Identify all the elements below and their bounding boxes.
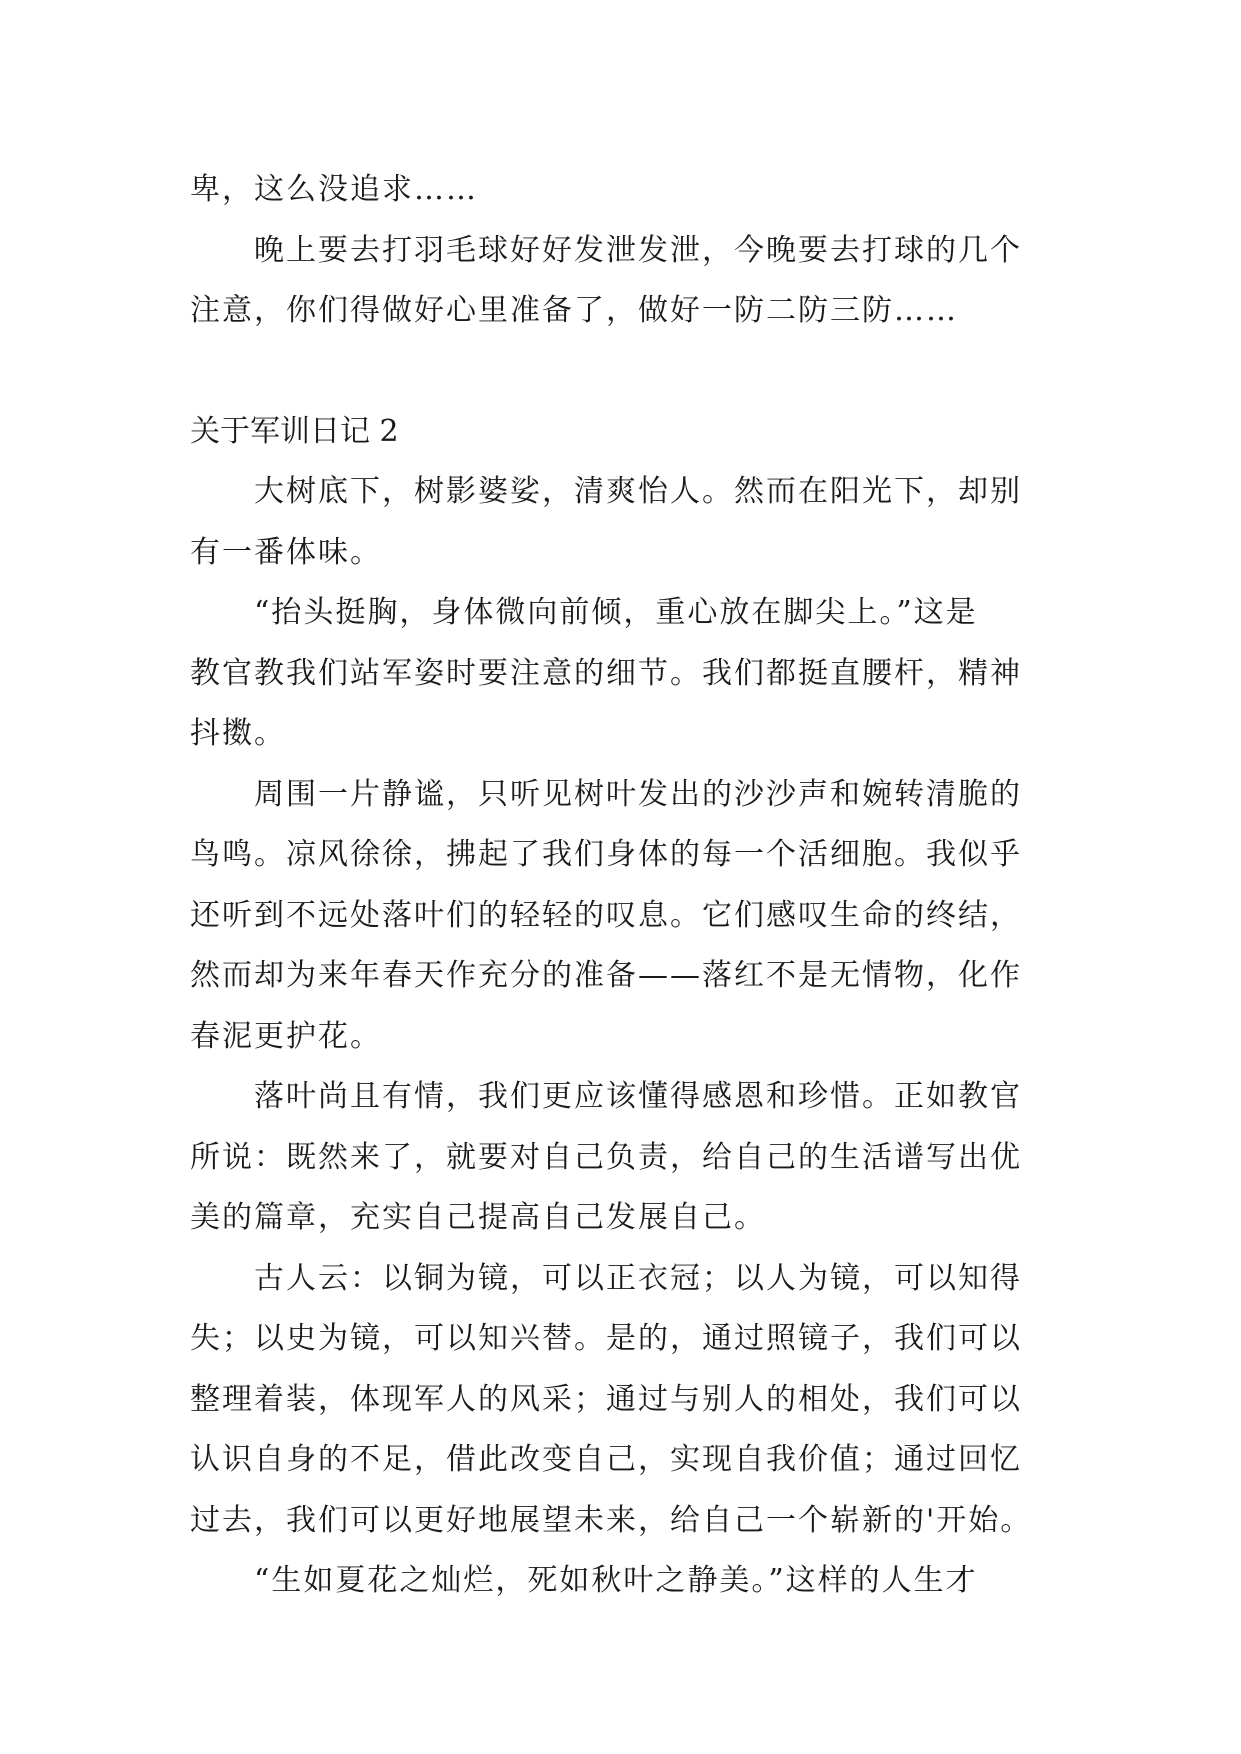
text-line: 然而却为来年春天作充分的准备——落红不是无情物，化作 [190, 958, 1022, 993]
text-line: 所说：既然来了，就要对自己负责，给自己的生活谱写出优 [190, 1139, 1022, 1175]
text-line: 周围一片静谧，只听见树叶发出的沙沙声和婉转清脆的 [254, 776, 1022, 812]
text-line: “生如夏花之灿烂，死如秋叶之静美。”这样的人生才 [254, 1563, 978, 1598]
text-line: 美的篇章，充实自己提高自己发展自己。 [190, 1200, 766, 1235]
text-line: 注意，你们得做好心里准备了，做好一防二防三防…… [190, 293, 958, 328]
text-line: 卑，这么没追求…… [190, 172, 478, 207]
text-line: 整理着装，体现军人的风采；通过与别人的相处，我们可以 [190, 1381, 1022, 1417]
section-heading: 关于军训日记 2 [190, 413, 399, 449]
text-line: 落叶尚且有情，我们更应该懂得感恩和珍惜。正如教官 [254, 1079, 1022, 1114]
text-line: 晚上要去打羽毛球好好发泄发泄，今晚要去打球的几个 [254, 232, 1022, 268]
text-line: 鸟鸣。凉风徐徐，拂起了我们身体的每一个活细胞。我似乎 [190, 837, 1022, 872]
text-line: 认识自身的不足，借此改变自己，实现自我价值；通过回忆 [190, 1442, 1022, 1477]
section-previous-entry-ending [190, 160, 1055, 342]
text-line: 春泥更护花。 [190, 1018, 382, 1054]
text-line: 抖擞。 [190, 716, 286, 751]
text-line: 大树底下，树影婆娑，清爽怡人。然而在阳光下，却别 [254, 474, 1022, 509]
text-line: 过去，我们可以更好地展望未来，给自己一个崭新的'开始。 [190, 1502, 1033, 1538]
document-page [190, 160, 1055, 1612]
text-line: 还听到不远处落叶们的轻轻的叹息。它们感叹生命的终结， [190, 897, 1022, 933]
text-line: 有一番体味。 [190, 534, 382, 570]
section-entry-2-body [190, 462, 1055, 1612]
section-gap [190, 342, 1055, 402]
text-line: “抬头挺胸，身体微向前倾，重心放在脚尖上。”这是 [254, 595, 978, 630]
text-line: 失；以史为镜，可以知兴替。是的，通过照镜子，我们可以 [190, 1321, 1022, 1356]
text-line: 教官教我们站军姿时要注意的细节。我们都挺直腰杆，精神 [190, 655, 1022, 691]
text-line: 古人云：以铜为镜，可以正衣冠；以人为镜，可以知得 [254, 1260, 1022, 1296]
